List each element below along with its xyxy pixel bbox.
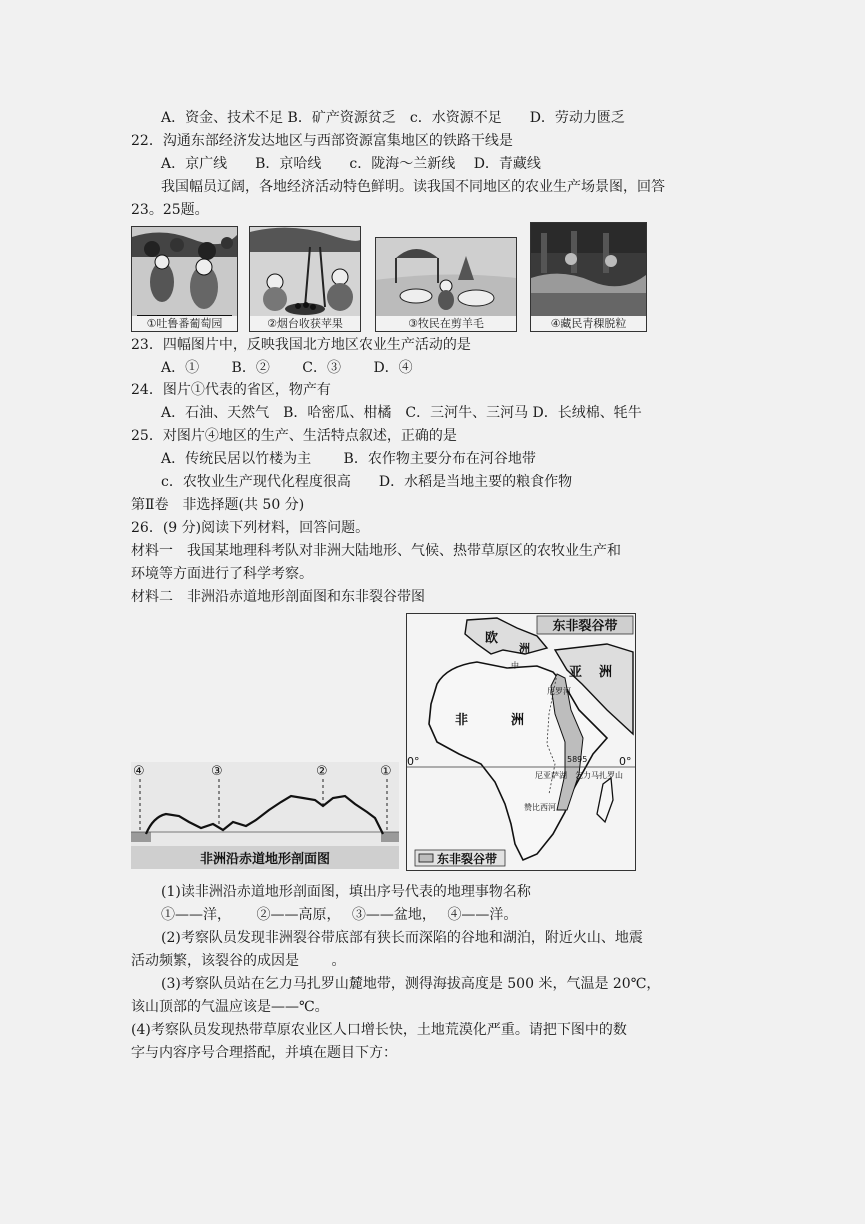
map-equator-label-right: 0°: [619, 755, 632, 768]
profile-marker-4: ④: [133, 764, 145, 779]
profile-marker-1: ①: [380, 764, 392, 779]
q25-options-ab: A．传统民居以竹楼为主 B．农作物主要分布在河谷地带: [161, 451, 536, 467]
map-label-kilimanjaro: 乞力马扎罗山: [575, 771, 623, 780]
photo-1-caption: ①吐鲁番葡萄园: [132, 316, 237, 331]
map-label-africa: 非: [455, 713, 469, 728]
q22-options: A．京广线 B．京哈线 c．陇海～兰新线 D．青藏线: [161, 156, 541, 172]
map-title: 东非裂谷带: [552, 619, 618, 634]
q24-stem: 24．图片①代表的省区，物产有: [131, 382, 331, 398]
map-label-zambezi: 赞比西河: [524, 803, 556, 812]
intro-line-1: 我国幅员辽阔，各地经济活动特色鲜明。读我国不同地区的农业生产场景图，回答: [161, 179, 665, 195]
east-african-rift-map: [406, 613, 636, 871]
rift-map-svg: [407, 614, 635, 870]
map-label-lake: 尼亚萨湖: [535, 771, 567, 780]
sub-question-4-line-1: (4)考察队员发现热带草原农业区人口增长快，土地荒漠化严重。请把下图中的数: [131, 1022, 627, 1038]
equator-profile-figure: [131, 762, 399, 869]
q22-stem: 22．沟通东部经济发达地区与西部资源富集地区的铁路干线是: [131, 133, 513, 149]
q24-options: A．石油、天然气 B．哈密瓜、柑橘 C．三河牛、三河马 D．长绒棉、牦牛: [161, 405, 642, 421]
photo-turpan-vineyard: [131, 226, 238, 332]
photo-tibetan-barley: [530, 222, 647, 332]
photo-yantai-apples: [249, 226, 361, 332]
profile-marker-2: ②: [316, 764, 328, 779]
sub-question-2-line-2: 活动频繁，该裂谷的成因是 。: [131, 953, 346, 969]
material-2: 材料二 非洲沿赤道地形剖面图和东非裂谷带图: [131, 589, 425, 605]
sub-question-2-line-1: (2)考察队员发现非洲裂谷带底部有狭长而深陷的谷地和湖泊，附近火山、地震: [161, 930, 643, 946]
part2-heading: 第Ⅱ卷 非选择题(共 50 分): [131, 497, 305, 513]
map-label-nile: 尼罗河: [547, 687, 571, 696]
q25-options-cd: c．农牧业生产现代化程度很高 D．水稻是当地主要的粮食作物: [161, 474, 573, 490]
photo-2-caption: ②烟台收获苹果: [250, 316, 360, 331]
map-label-zhong: 中: [511, 661, 519, 670]
intro-line-2: 23。25题。: [131, 202, 209, 218]
map-label-europe-2: 洲: [519, 642, 530, 655]
map-label-height: 5895: [567, 755, 588, 764]
map-legend-label: 东非裂谷带: [437, 852, 498, 866]
sub-question-1-blanks: ①——洋， ②——高原， ③——盆地， ④——洋。: [161, 907, 518, 923]
map-label-africa-2: 洲: [511, 713, 525, 728]
sub-question-3-line-2: 该山顶部的气温应该是——℃。: [131, 999, 329, 1015]
q25-stem: 25．对图片④地区的生产、生活特点叙述，正确的是: [131, 428, 457, 444]
equator-profile-svg: [131, 762, 399, 869]
q21-options: A．资金、技术不足 B．矿产资源贫乏 c．水资源不足 D．劳动力匮乏: [161, 110, 625, 126]
photo-4-illustration: [531, 223, 646, 331]
photo-herders-shearing: [375, 237, 517, 332]
map-label-asia: 亚: [569, 665, 583, 680]
material-1-line-2: 环境等方面进行了科学考察。: [131, 566, 313, 582]
sub-question-1: (1)读非洲沿赤道地形剖面图，填出序号代表的地理事物名称: [161, 884, 531, 900]
map-equator-label-left: 0°: [407, 755, 420, 768]
q23-options: A．① B．② C．③ D．④: [161, 360, 413, 376]
map-label-europe: 欧: [485, 631, 499, 646]
profile-marker-3: ③: [211, 764, 223, 779]
material-1-line-1: 材料一 我国某地理科考队对非洲大陆地形、气候、热带草原区的农牧业生产和: [131, 543, 621, 559]
photo-3-caption: ③牧民在剪羊毛: [376, 316, 516, 331]
map-label-asia-2: 洲: [599, 665, 613, 680]
sub-question-4-line-2: 字与内容序号合理搭配，并填在题目下方：: [131, 1045, 397, 1061]
q23-stem: 23．四幅图片中，反映我国北方地区农业生产活动的是: [131, 337, 471, 353]
profile-title: 非洲沿赤道地形剖面图: [199, 852, 331, 867]
sub-question-3-line-1: (3)考察队员站在乞力马扎罗山麓地带，测得海拔高度是 500 米，气温是 20℃，: [161, 976, 661, 992]
photo-4-caption: ④藏民青稞脱粒: [531, 316, 646, 331]
q26-stem: 26．(9 分)阅读下列材料，回答问题。: [131, 520, 370, 536]
